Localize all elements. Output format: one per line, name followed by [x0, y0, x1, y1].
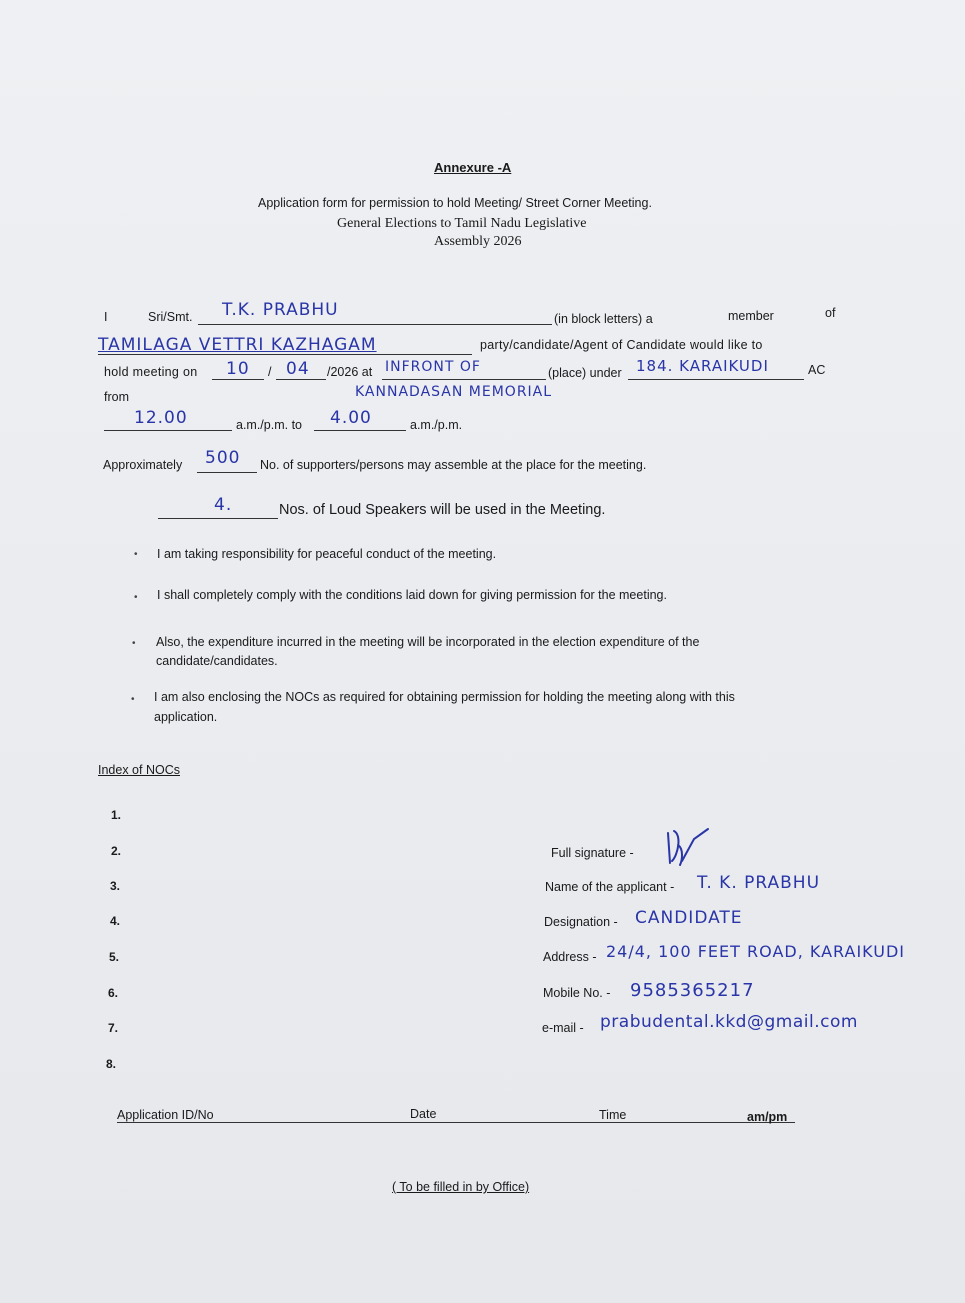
bullet-expenditure-cont: candidate/candidates. [156, 654, 278, 668]
designation-label: Designation - [544, 915, 618, 929]
block-letters-label: (in block letters) a [554, 312, 653, 326]
applicant-name-label: Name of the applicant - [545, 880, 675, 894]
signature-label: Full signature - [551, 846, 634, 860]
approx-label: Approximately [103, 458, 183, 472]
ampm-to-label: a.m./p.m. to [236, 418, 302, 432]
time-label: Time [599, 1108, 627, 1122]
meeting-day-entry: 10 [226, 359, 250, 379]
bullet-expenditure: Also, the expenditure incurred in the meeting will be incorporated in the election expenditure of the [156, 635, 700, 649]
speakers-count-entry: 4. [214, 495, 233, 515]
of-label: of [825, 306, 836, 320]
office-note: ( To be filled in by Office) [392, 1180, 530, 1194]
mobile-value: 9585365217 [630, 980, 755, 1001]
hold-meeting-label: hold meeting on [104, 365, 198, 379]
designation-value: CANDIDATE [635, 908, 743, 928]
mobile-label: Mobile No. - [543, 986, 611, 1000]
address-label: Address - [543, 950, 597, 964]
speakers-label: Nos. of Loud Speakers will be used in the Meeting. [279, 502, 606, 518]
applicant-name-value: T. K. PRABHU [697, 873, 821, 893]
time-to-entry: 4.00 [330, 408, 372, 428]
email-label: e-mail - [542, 1021, 584, 1035]
bullet-noc-cont: application. [154, 710, 218, 724]
noc-number: 2. [111, 844, 122, 858]
time-from-entry: 12.00 [134, 408, 188, 428]
party-name-entry: TAMILAGA VETTRI KAZHAGAM [98, 335, 377, 355]
address-value: 24/4, 100 FEET ROAD, KARAIKUDI [606, 942, 905, 961]
noc-number: 1. [111, 808, 122, 822]
ac-entry: 184. KARAIKUDI [636, 357, 769, 375]
applicant-name-entry: T.K. PRABHU [222, 300, 339, 320]
noc-number: 3. [110, 879, 121, 893]
ampm-end-label: a.m./p.m. [410, 418, 463, 432]
bullet-noc: I am also enclosing the NOCs as required for obtaining permission for holding the meeting along with this [154, 690, 735, 704]
party-label: party/candidate/Agent of Candidate would like to [480, 338, 763, 352]
app-id-label: Application ID/No [117, 1108, 214, 1122]
bullet-responsibility: I am taking responsibility for peaceful conduct of the meeting. [157, 547, 497, 561]
noc-number: 4. [110, 914, 121, 928]
place-label: (place) under [548, 366, 622, 380]
noc-number: 5. [109, 950, 120, 964]
form-title: Application form for permission to hold Meeting/ Street Corner Meeting. [258, 196, 652, 210]
form-subtitle-year: Assembly 2026 [434, 234, 522, 249]
form-subtitle: General Elections to Tamil Nadu Legislative [337, 216, 587, 231]
annexure-heading: Annexure -A [434, 160, 512, 175]
date-label: Date [410, 1107, 437, 1121]
document-page: Annexure -A Application form for permission to hold Meeting/ Street Corner Meeting. General Elections to Tamil Nadu Legislative Assembly 2026 I Sri/Smt. T.K. PRABHU (in block letters) a member of TAMILAGA VETTRI KAZHAGAM party/candidate/Agent of Candidate would like to hold meeting on 10 / 04 /2026 at INFRONT OF (place) under 184. KARAIKUDI AC from KANNADASAN MEMORIAL 12.00 a.m./p.m. to 4.00 a.m./p.m. Approximately 500 No. of supporters/persons may assemble at the place for the meeting. 4. Nos. of Loud Speakers will be used in the Meeting. • I am taking responsibility for peaceful conduct of the meeting. • I shall completely comply with the conditions laid down for giving permission for the meeting. • Also, the expenditure incurred in the meeting will be incorporated in the election expenditure of the candidate/candidates. • I am also enclosing the NOCs as required for obtaining permission for holding the meeting along with this application. Index of NOCs 1. 2. 3. 4. 5. 6. 7. 8. Full signature - Name of the applicant - T. K. PRABHU Designation - CANDIDATE Address - 24/4, 100 FEET ROAD, KARAIKUDI Mobile No. - 9585365217 e-mail - prabudental.kkd@gmail.com Application ID/No Date Time am/pm ( To be filled in by Office) [0, 0, 965, 1303]
supporters-label: No. of supporters/persons may assemble at the place for the meeting. [260, 458, 647, 472]
sri-label: Sri/Smt. [148, 310, 193, 324]
signature-mark [660, 825, 715, 870]
bullet-comply: I shall completely comply with the conditions laid down for giving permission for the meeting. [157, 588, 667, 602]
place-entry-line2: KANNADASAN MEMORIAL [355, 384, 553, 400]
i-label: I [104, 310, 108, 324]
noc-index-heading: Index of NOCs [98, 763, 180, 777]
year-label: /2026 at [327, 365, 373, 379]
supporters-count-entry: 500 [205, 448, 241, 468]
noc-number: 6. [108, 986, 119, 1000]
email-value: prabudental.kkd@gmail.com [600, 1012, 858, 1032]
from-label: from [104, 390, 129, 404]
noc-number: 7. [108, 1021, 119, 1035]
place-entry-line1: INFRONT OF [385, 359, 481, 375]
ac-label: AC [808, 363, 826, 377]
noc-number: 8. [106, 1057, 117, 1071]
ampm-label: am/pm [747, 1110, 788, 1124]
member-label: member [728, 309, 774, 323]
meeting-month-entry: 04 [286, 359, 310, 379]
